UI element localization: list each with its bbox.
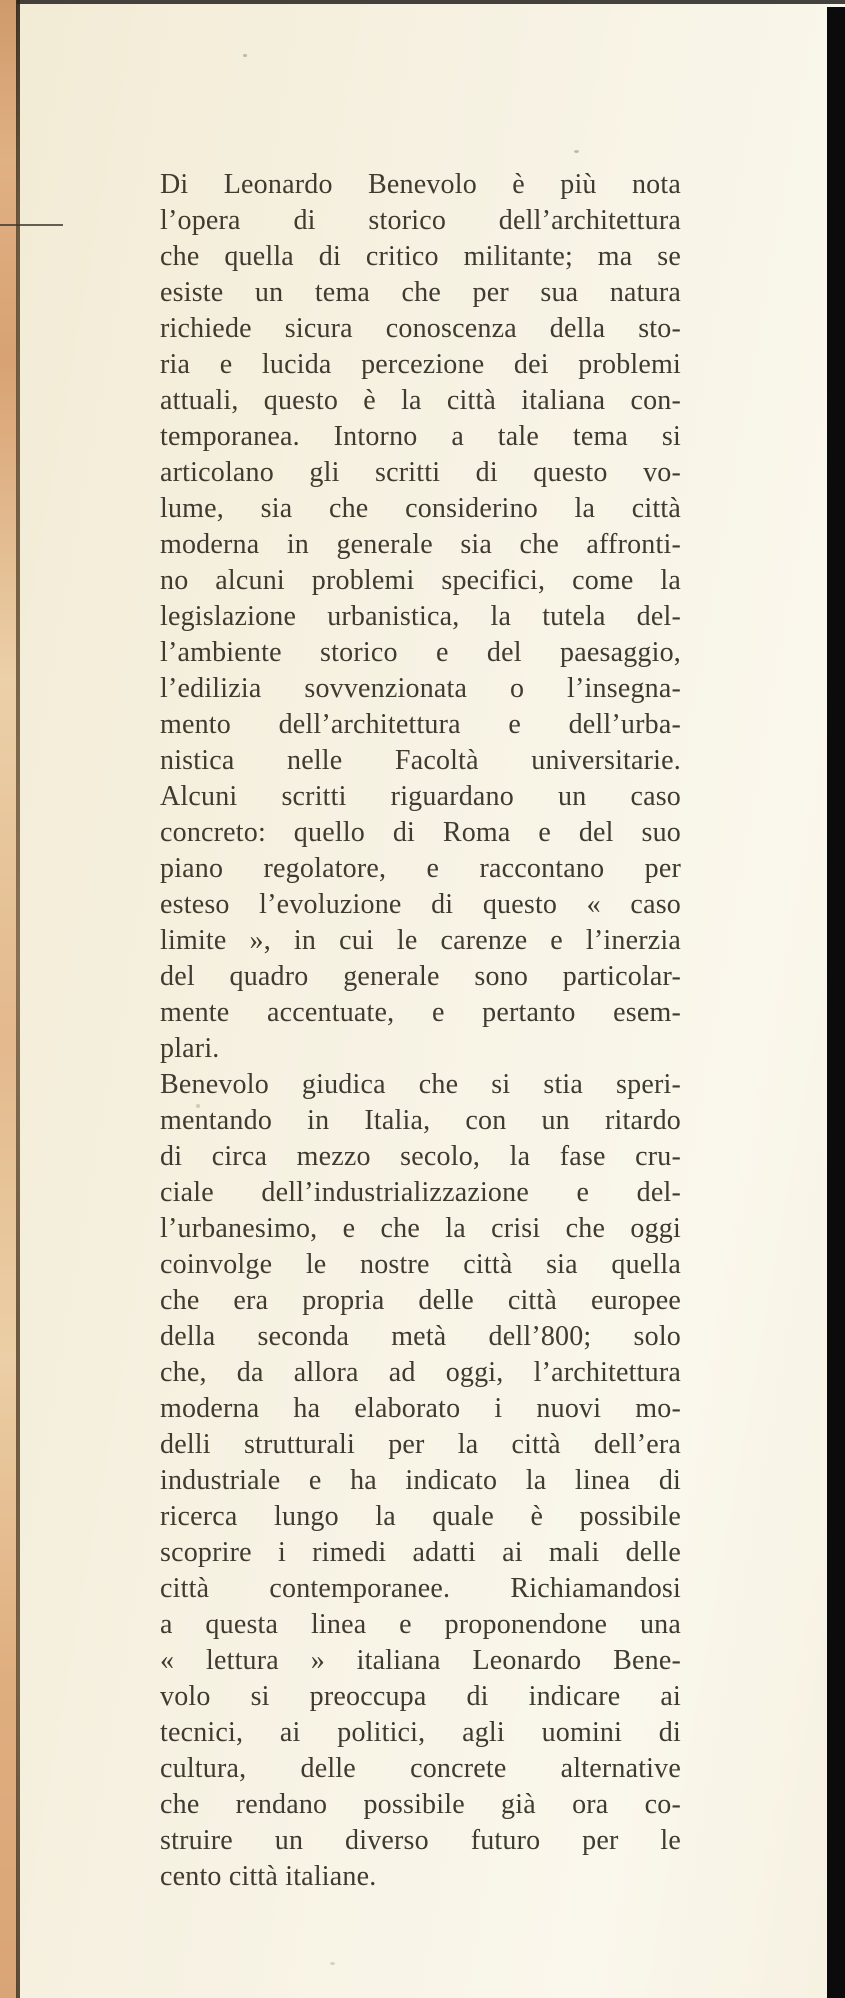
text-line: l’opera di storico dell’architettura [160, 205, 681, 236]
text-line: moderna in generale sia che affronti- [160, 529, 681, 560]
text-line: che era propria delle città europee [160, 1285, 681, 1316]
text-line: cento città italiane. [160, 1861, 377, 1892]
text-line: mente accentuate, e pertanto esem- [160, 997, 681, 1028]
text-line: che, da allora ad oggi, l’architettura [160, 1357, 681, 1388]
paper-speck [243, 54, 247, 57]
text-line: lume, sia che considerino la città [160, 493, 681, 524]
text-line: l’urbanesimo, e che la crisi che oggi [160, 1213, 681, 1244]
text-line: ricerca lungo la quale è possibile [160, 1501, 681, 1532]
text-line: attuali, questo è la città italiana con- [160, 385, 681, 416]
text-line: Di Leonardo Benevolo è più nota [160, 169, 681, 200]
text-line: città contemporanee. Richiamandosi [160, 1573, 681, 1604]
text-line: ciale dell’industrializzazione e del- [160, 1177, 681, 1208]
book-spine-edge [0, 0, 17, 1998]
text-line: l’ambiente storico e del paesaggio, [160, 637, 681, 668]
flap-blurb-text [160, 167, 681, 1895]
paragraph-1 [160, 167, 681, 1067]
text-line: legislazione urbanistica, la tutela del- [160, 601, 681, 632]
text-line: piano regolatore, e raccontano per [160, 853, 681, 884]
paragraph-2 [160, 1067, 681, 1895]
text-line: limite », in cui le carenze e l’inerzia [160, 925, 681, 956]
text-line: cultura, delle concrete alternative [160, 1753, 681, 1784]
text-line: coinvolge le nostre città sia quella [160, 1249, 681, 1280]
text-line: nistica nelle Facoltà universitarie. [160, 745, 681, 776]
text-line: temporanea. Intorno a tale tema si [160, 421, 681, 452]
text-line: industriale e ha indicato la linea di [160, 1465, 681, 1496]
text-line: mento dell’architettura e dell’urba- [160, 709, 681, 740]
scan-right-black-border [827, 7, 845, 1998]
text-line: l’edilizia sovvenzionata o l’insegna- [160, 673, 681, 704]
text-line: mentando in Italia, con un ritardo [160, 1105, 681, 1136]
page-fold-crease [16, 0, 20, 1998]
text-line: ria e lucida percezione dei problemi [160, 349, 681, 380]
text-line: moderna ha elaborato i nuovi mo- [160, 1393, 681, 1424]
text-line: del quadro generale sono particolar- [160, 961, 681, 992]
text-line: Alcuni scritti riguardano un caso [160, 781, 681, 812]
text-line: scoprire i rimedi adatti ai mali delle [160, 1537, 681, 1568]
text-line: esiste un tema che per sua natura [160, 277, 681, 308]
text-line: tecnici, ai politici, agli uomini di [160, 1717, 681, 1748]
text-line: a questa linea e proponendone una [160, 1609, 681, 1640]
text-line: di circa mezzo secolo, la fase cru- [160, 1141, 681, 1172]
margin-dash-mark [0, 224, 63, 226]
text-line: « lettura » italiana Leonardo Bene- [160, 1645, 681, 1676]
text-line: della seconda metà dell’800; solo [160, 1321, 681, 1352]
text-line: che quella di critico militante; ma se [160, 241, 681, 272]
text-line: volo si preoccupa di indicare ai [160, 1681, 681, 1712]
text-line: Benevolo giudica che si stia speri- [160, 1069, 681, 1100]
text-line: plari. [160, 1033, 220, 1064]
text-line: esteso l’evoluzione di questo « caso [160, 889, 681, 920]
page-top-edge-line [0, 0, 845, 4]
text-line: delli strutturali per la città dell’era [160, 1429, 681, 1460]
text-line: concreto: quello di Roma e del suo [160, 817, 681, 848]
paper-speck [330, 1962, 335, 1965]
text-line: articolano gli scritti di questo vo- [160, 457, 681, 488]
text-line: richiede sicura conoscenza della sto- [160, 313, 681, 344]
text-line: che rendano possibile già ora co- [160, 1789, 681, 1820]
paper-speck [574, 150, 579, 153]
text-line: no alcuni problemi specifici, come la [160, 565, 681, 596]
text-line: struire un diverso futuro per le [160, 1825, 681, 1856]
